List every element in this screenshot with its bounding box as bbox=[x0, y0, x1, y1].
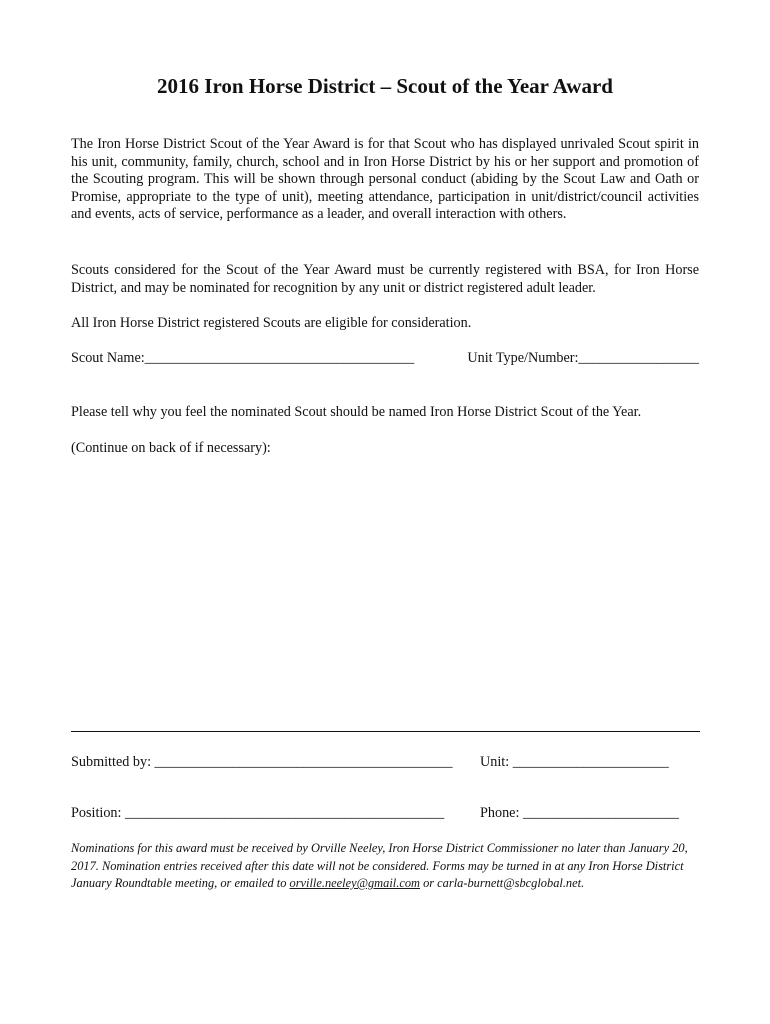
position-field[interactable]: Position: _____________________________________________ bbox=[71, 805, 445, 821]
position-row bbox=[71, 805, 699, 822]
footer-text-end: or carla-burnett@sbcglobal.net. bbox=[419, 876, 585, 891]
divider-line bbox=[71, 731, 700, 732]
eligibility-paragraph: Scouts considered for the Scout of the Year Award must be currently registered with BSA, for Iron Horse District, and may be nominated for recognition by any unit or district registered adult leader. bbox=[71, 262, 699, 296]
phone-field[interactable]: Phone: ______________________ bbox=[480, 805, 680, 821]
page-title: 2016 Iron Horse District – Scout of the Year Award bbox=[157, 74, 613, 98]
nomination-reason-prompt: Please tell why you feel the nominated Scout should be named Iron Horse District Scout of the Year. bbox=[71, 404, 642, 420]
continue-note: (Continue on back of if necessary): bbox=[71, 440, 271, 456]
unit-field[interactable]: Unit: ______________________ bbox=[480, 754, 669, 770]
footer-text-start: Nominations for this award must be received by Orville Neeley, Iron Horse District Commissioner no later than January 20, 2017. Nomination entries received after this date will not be considered. Forms may be turned in at any Iron Horse District January Roundtable meeting, or emailed to bbox=[71, 841, 688, 891]
submitted-by-field[interactable]: Submitted by: __________________________________________ bbox=[71, 754, 453, 770]
submitter-row bbox=[71, 754, 699, 771]
email-link[interactable]: orville.neeley@gmail.com bbox=[289, 876, 420, 891]
submission-instructions bbox=[71, 840, 696, 893]
scout-name-field[interactable]: Scout Name:______________________________________ bbox=[71, 350, 415, 366]
scout-info-row bbox=[71, 350, 699, 367]
award-description-paragraph: The Iron Horse District Scout of the Year Award is for that Scout who has displayed unrivaled Scout spirit in his unit, community, family, church, school and in Iron Horse District by his or her support and promotion of the Scouting program. This will be shown through personal conduct (abiding by the Scout Law and Oath or Promise, appropriate to the type of unit), meeting attendance, participation in unit/district/council activities and events, acts of service, performance as a leader, and overall interaction with others. bbox=[71, 136, 699, 223]
unit-type-field[interactable]: Unit Type/Number:_________________ bbox=[467, 350, 699, 366]
eligibility-note: All Iron Horse District registered Scouts are eligible for consideration. bbox=[71, 315, 472, 331]
